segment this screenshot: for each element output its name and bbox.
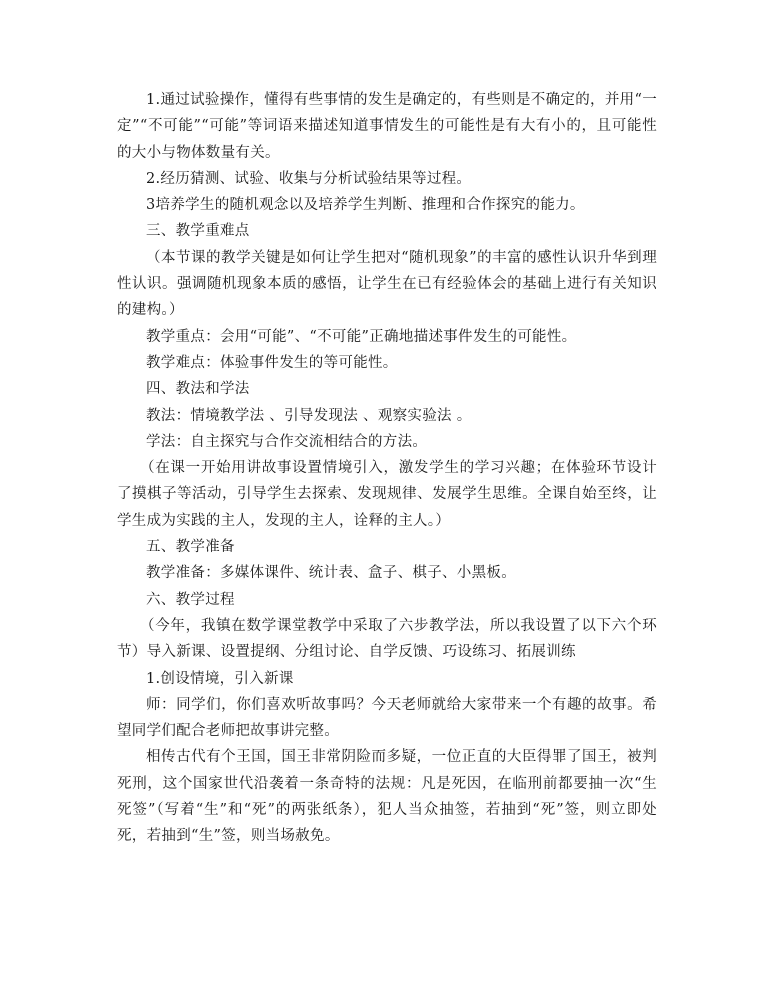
teaching-difficulty-paragraph: 教学难点：体验事件发生的等可能性。 (146, 354, 398, 371)
objective-2-paragraph: 2.经历猜测、试验、收集与分析试验结果等过程。 (146, 170, 472, 187)
learning-method-paragraph: 学法：自主探究与合作交流相结合的方法。 (146, 433, 428, 450)
teacher-intro-paragraph: 师：同学们，你们喜欢听故事吗？今天老师就给大家带来一个有趣的故事。希望同学们配合老师把故事讲完整。 (117, 696, 657, 740)
story-paragraph: 相传古代有个王国，国王非常阴险而多疑，一位正直的大臣得罪了国王，被判死刑，这个国家世代沿袭着一条奇特的法规：凡是死因，在临刑前都要抽一次“生死签”（写着“生”和“死”的两张纸条），犯人当众抽签，若抽到“死”签，则立即处死，若抽到“生”签，则当场赦免。 (117, 749, 657, 845)
step-1-heading: 1.创设情境，引入新课 (146, 670, 294, 687)
teaching-method-paragraph: 教法：情境教学法 、引导发现法 、观察实验法 。 (146, 407, 472, 424)
methods-note-paragraph: （在课一开始用讲故事设置情境引入，激发学生的学习兴趣；在体验环节设计了摸棋子等活动，引导学生去探索、发现规律、发展学生思维。全课自始至终，让学生成为实践的主人，发现的主人，诠释的主人。） (117, 460, 657, 529)
objective-3-paragraph: 3培养学生的随机观念以及培养学生判断、推理和合作探究的能力。 (146, 197, 585, 214)
teaching-focus-paragraph: 教学重点：会用“可能”、“不可能”正确地描述事件发生的可能性。 (146, 328, 577, 345)
section-heading-preparation: 五、教学准备 (146, 539, 235, 556)
section-heading-methods: 四、教法和学法 (146, 381, 250, 398)
process-note-paragraph: （今年，我镇在数学课堂教学中采取了六步教学法，所以我设置了以下六个环节）导入新课、设置提纲、分组讨论、自学反馈、巧设练习、拓展训练 (117, 617, 657, 661)
objective-1-paragraph: 1.通过试验操作，懂得有些事情的发生是确定的，有些则是不确定的，并用“一定”“不可能”“可能”等词语来描述知道事情发生的可能性是有大有小的，且可能性的大小与物体数量有关。 (117, 92, 657, 161)
section-heading-key-points: 三、教学重难点 (146, 223, 250, 240)
section-heading-process: 六、教学过程 (146, 591, 235, 608)
preparation-paragraph: 教学准备：多媒体课件、统计表、盒子、棋子、小黑板。 (146, 565, 516, 582)
document-body (117, 87, 657, 850)
key-points-note-paragraph: （本节课的教学关键是如何让学生把对“随机现象”的丰富的感性认识升华到理性认识。强调随机现象本质的感悟，让学生在已有经验体会的基础上进行有关知识的建构。） (117, 249, 657, 319)
